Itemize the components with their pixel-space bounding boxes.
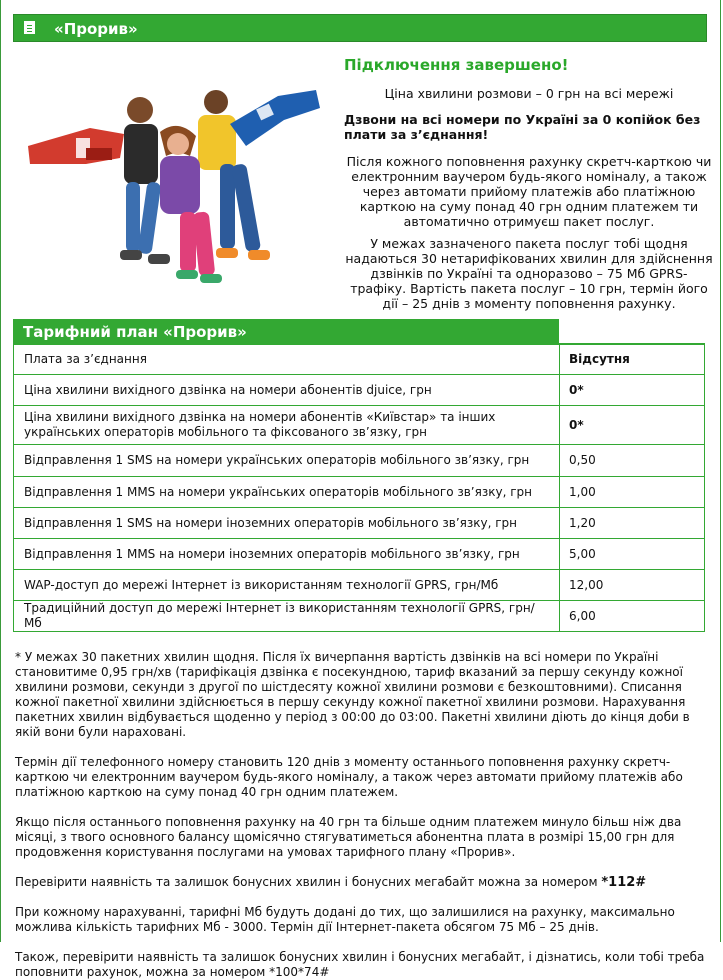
table-row — [14, 570, 705, 601]
blue-foam-hand — [230, 90, 320, 146]
notes-section — [15, 650, 705, 980]
promo-heading: Підключення завершено! — [344, 56, 569, 74]
promo-para1: Після кожного поповнення рахунку скретч-карткою чи електронним ваучером будь-якого номіналу, а також через автомати прийому платежів або платіжною карткою на суму понад 40 грн одним платежем ти автоматично отримуєш пакет послуг. — [346, 154, 712, 229]
promo-image — [20, 84, 330, 294]
rate-value: 6,00 — [560, 601, 705, 632]
rate-value: Відсутня — [560, 345, 705, 375]
rate-label: Відправлення 1 MMS на номери українських операторів мобільного зв’язку, грн — [14, 477, 560, 508]
rate-label: Відправлення 1 MMS на номери іноземних операторів мобільного зв’язку, грн — [14, 539, 560, 570]
rate-value: 1,20 — [560, 508, 705, 539]
tariff-table — [13, 344, 705, 632]
rate-label: Традиційний доступ до мережі Інтернет із використанням технології GPRS, грн/Мб — [14, 601, 560, 632]
page-title: «Прорив» — [54, 20, 138, 38]
rate-label: Ціна хвилини вихідного дзвінка на номери абонентів «Київстар» та інших українських операторів мобільного та фіксованого зв’язку, грн — [14, 406, 560, 445]
table-row — [14, 406, 705, 445]
rate-value: 0* — [560, 375, 705, 406]
rate-label: WAP-доступ до мережі Інтернет із використанням технології GPRS, грн/Мб — [14, 570, 560, 601]
note-asterisk: * У межах 30 пакетних хвилин щодня. Після їх вичерпання вартість дзвінків на всі номери по Україні становитиме 0,95 грн/хв (тарифікація дзвінка є посекундною, тариф вказаний за першу секунду кожної хвилини розмови, секунди з другої по шістдесяту кожної хвилини розмови є безкоштовними). Списання кожної пакетної хвилини здійснюється в першу секунду кожної пакетної хвилини розмови. Нарахування пакетних хвилин відбувається щоденно у період з 00:00 до 03:00. Пакетні хвилини діють до кінця доби в якій вони були нараховані. — [15, 650, 690, 739]
promo-text — [344, 56, 714, 311]
rate-value: 0* — [560, 406, 705, 445]
table-row — [14, 477, 705, 508]
red-foam-hand — [28, 128, 124, 164]
rate-value: 12,00 — [560, 570, 705, 601]
table-row — [14, 508, 705, 539]
rate-label: Ціна хвилини вихідного дзвінка на номери абонентів djuice, грн — [14, 375, 560, 406]
tariff-title: Тарифний план «Прорив» — [23, 323, 247, 341]
ussd-code-112: *112# — [601, 875, 647, 890]
table-row — [14, 445, 705, 477]
note-check-refill: Також, перевірити наявність та залишок бонусних хвилин і бонусних мегабайт, і дізнатись, коли тобі треба поповнити рахунок, можна за номером *100*74# — [15, 950, 705, 979]
table-row — [14, 375, 705, 406]
rate-value: 0,50 — [560, 445, 705, 477]
rate-label: Відправлення 1 SMS на номери іноземних операторів мобільного зв’язку, грн — [14, 508, 560, 539]
document-icon — [24, 21, 35, 34]
note-check-balance: Перевірити наявність та залишок бонусних хвилин і бонусних мегабайт можна за номером *112# — [15, 875, 647, 890]
promo-line2: Дзвони на всі номери по Україні за 0 копійок без плати за з’єднання! — [344, 112, 701, 142]
table-row — [14, 345, 705, 375]
promo-line1: Ціна хвилини розмови – 0 грн на всі мережі — [384, 86, 674, 101]
rate-value: 5,00 — [560, 539, 705, 570]
promo-para2: У межах зазначеного пакета послуг тобі щодня надаються 30 нетарифікованих хвилин для здійснення дзвінків по Україні та одноразово – 75 Мб GPRS-трафіку. Вартість пакета послуг – 10 грн, термін його дії – 25 днів з моменту поповнення рахунку. — [345, 236, 713, 311]
tariff-plan — [13, 319, 705, 632]
ussd-code-100-74: *100*74# — [269, 965, 330, 979]
note-number-validity: Термін дії телефонного номеру становить 120 днів з моменту останнього поповнення рахунку скретч-карткою чи електронним ваучером будь-якого номіналу, а також через автомати прийому платежів або платіжною карткою на суму понад 40 грн одним платежем. — [15, 755, 683, 799]
note-subscription-fee: Якщо після останнього поповнення рахунку на 40 грн та більше одним платежем минуло більш ніж два місяці, з твого основного балансу щомісячно стягуватиметься абонентна плата в розмірі 15,00 грн для продовження користування послугами на умовах тарифного плану «Прорив». — [15, 815, 682, 859]
tariff-header — [13, 319, 705, 344]
header-bar — [13, 14, 707, 42]
rate-label: Плата за з’єднання — [14, 345, 560, 375]
table-row — [14, 539, 705, 570]
rate-value: 1,00 — [560, 477, 705, 508]
rate-label: Відправлення 1 SMS на номери українських операторів мобільного зв’язку, грн — [14, 445, 560, 477]
note-megabytes: При кожному нарахуванні, тарифні Мб будуть додані до тих, що залишилися на рахунку, максимально можлива кількість тарифних Мб - 3000. Термін дії Інтернет-пакета обсягом 75 Мб – 25 днів. — [15, 905, 675, 934]
table-row — [14, 601, 705, 632]
